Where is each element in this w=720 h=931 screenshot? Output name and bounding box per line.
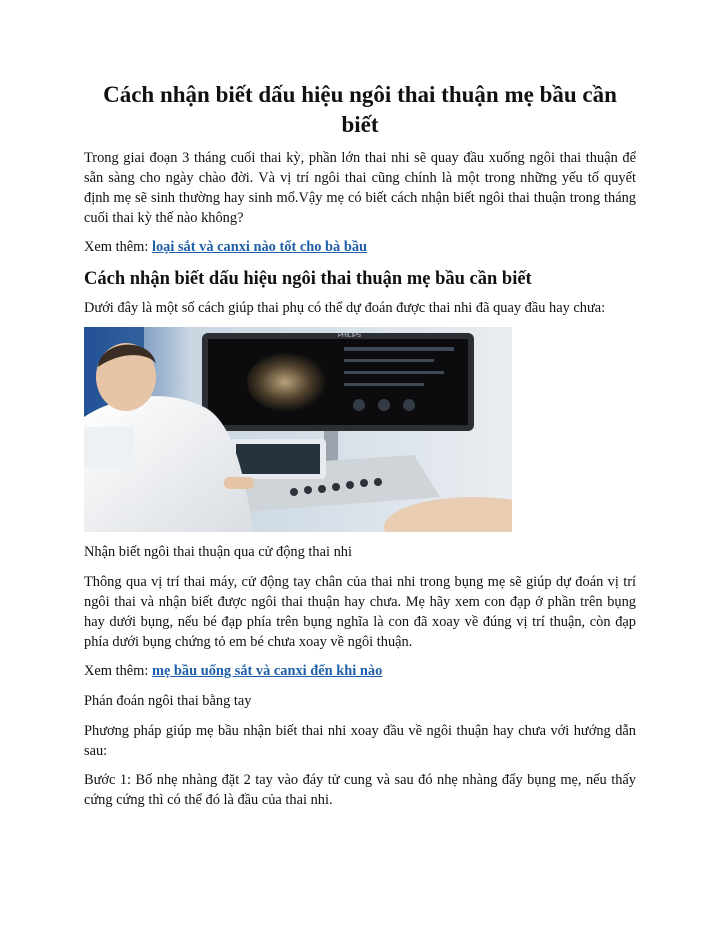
fetal-movement-paragraph: Thông qua vị trí thai máy, cử động tay chân của thai nhi trong bụng mẹ sẽ giúp dự đoán vị trí ngôi thai và nhận biết được ngôi thai thuận hay chưa. Mẹ hãy xem con đạp ở phần trên bụng hay dưới bụng, nếu bé đạp phía trên bụng nghĩa là con đã xoay về đúng vị trí thuận, còn đạp phía dưới bụng chứng tỏ em bé chưa xoay về ngôi thuận. (84, 574, 636, 650)
section-intro: Dưới đây là một số cách giúp thai phụ có thể dự đoán được thai nhi đã quay đầu hay chưa: (84, 300, 606, 316)
section-heading: Cách nhận biết dấu hiệu ngôi thai thuận mẹ bầu cần biết (84, 269, 532, 289)
see-also-line-1 (84, 237, 636, 257)
page-title: Cách nhận biết dấu hiệu ngôi thai thuận mẹ bầu cần biết (103, 82, 617, 137)
see-also-link-iron-calcium[interactable]: loại sắt và canxi nào tốt cho bà bầu (151, 239, 368, 255)
monitor-brand-label: PHILIPS (338, 333, 362, 339)
see-also-prefix: Xem thêm: (84, 663, 152, 679)
see-also-line-2 (84, 661, 636, 681)
see-also-prefix: Xem thêm: (84, 239, 152, 255)
see-also-link-iron-duration[interactable]: mẹ bầu uống sắt và canxi đến khi nào (151, 663, 383, 679)
ultrasound-photo (84, 327, 512, 532)
subheading-hand-check: Phán đoán ngôi thai bằng tay (84, 693, 252, 709)
intro-paragraph: Trong giai đoạn 3 tháng cuối thai kỳ, phần lớn thai nhi sẽ quay đầu xuống ngôi thai thuận để sẵn sàng cho ngày chào đời. Và vị trí ngôi thai cũng chính là một trong những yếu tố quyết định mẹ sẽ sinh thường hay sinh mổ.Vậy mẹ có biết cách nhận biết ngôi thai thuận trong tháng cuối thai kỳ thế nào không? (84, 150, 636, 226)
hand-check-paragraph: Phương pháp giúp mẹ bầu nhận biết thai nhi xoay đầu về ngôi thuận hay chưa với hướng dẫn sau: (84, 723, 636, 759)
document-page (84, 80, 636, 819)
step-1-paragraph: Bước 1: Bố nhẹ nhàng đặt 2 tay vào đáy tử cung và sau đó nhẹ nhàng đẩy bụng mẹ, nếu thấy cứng cứng thì có thể đó là đầu của thai nhi. (84, 772, 636, 808)
ultrasound-photo-illustration (84, 327, 512, 532)
subheading-fetal-movement: Nhận biết ngôi thai thuận qua cử động thai nhi (84, 544, 352, 560)
